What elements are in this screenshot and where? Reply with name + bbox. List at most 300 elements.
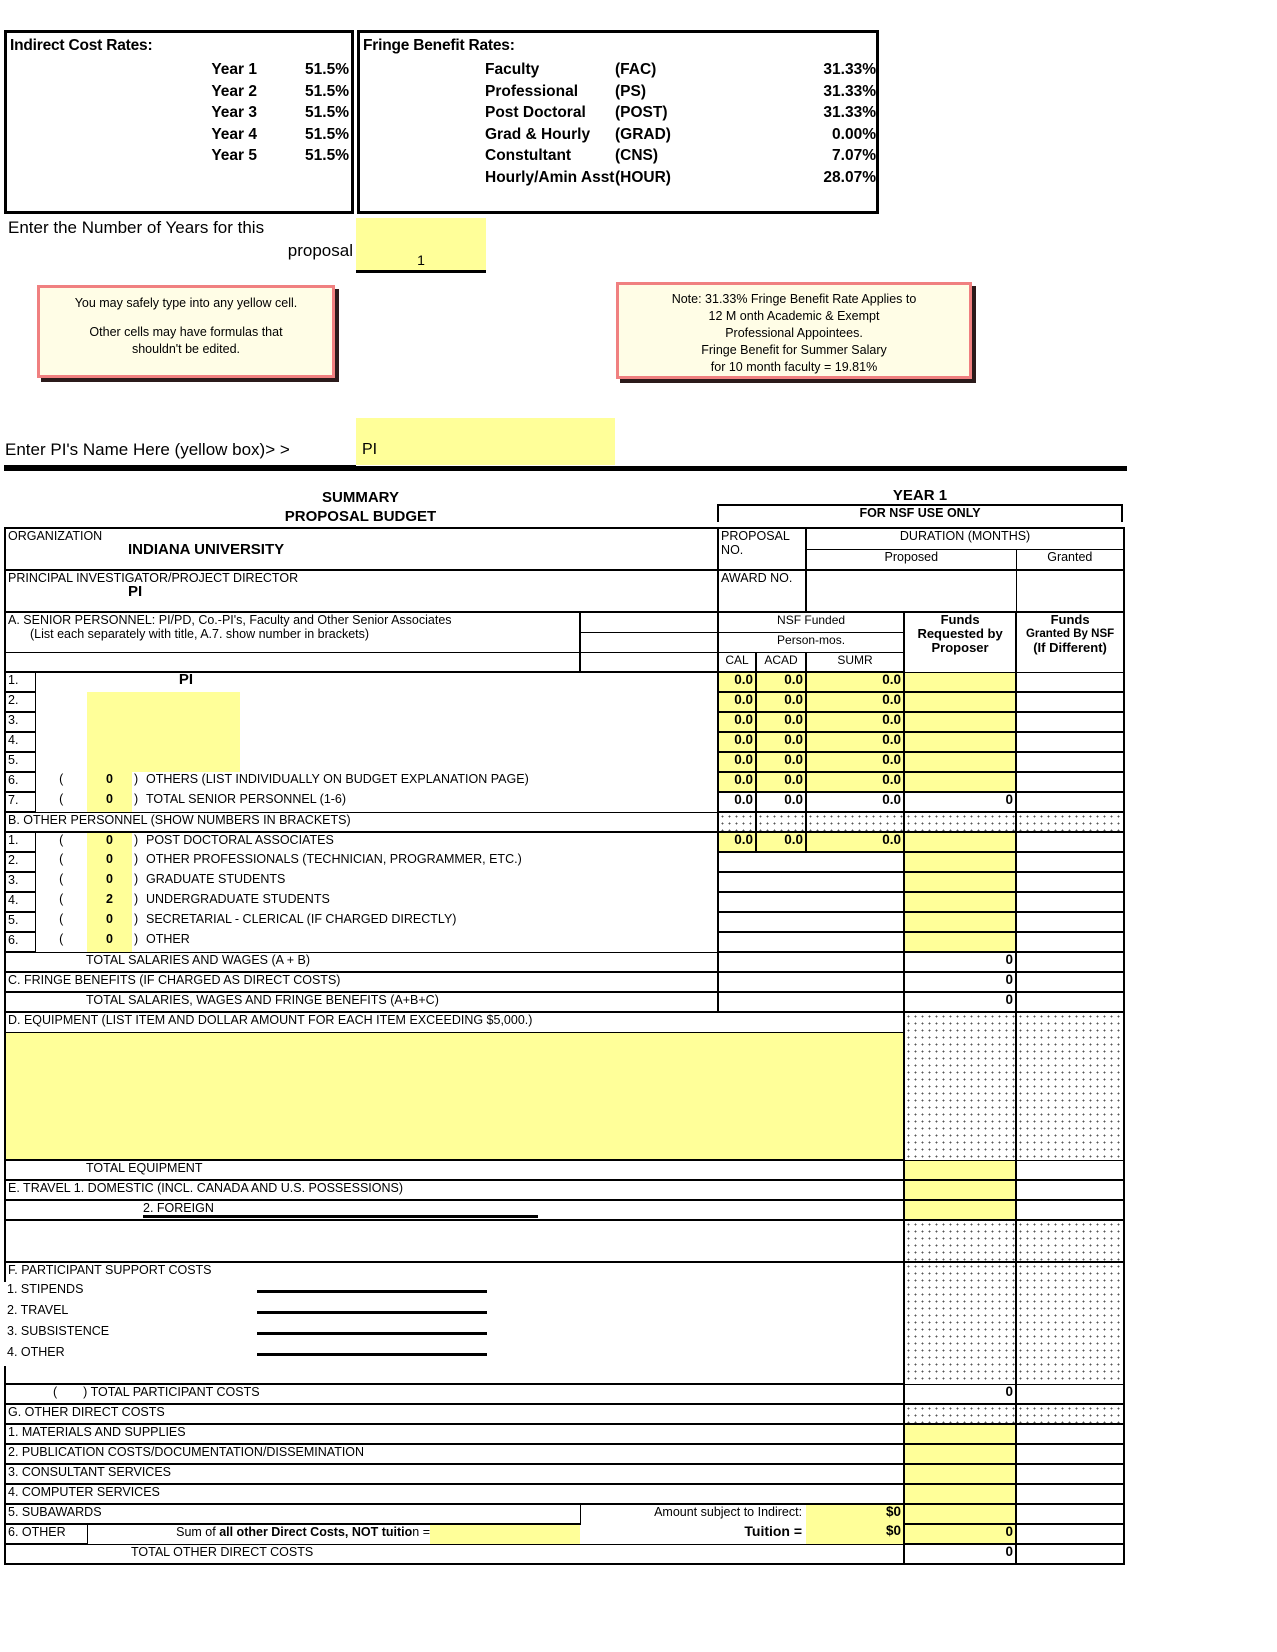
publication-costs-label: 2. PUBLICATION COSTS/DOCUMENTATION/DISSEMINATION (5, 1444, 904, 1464)
consultant-services-label: 3. CONSULTANT SERVICES (5, 1464, 904, 1484)
computer-services-label: 4. COMPUTER SERVICES (5, 1484, 904, 1504)
months-blank (718, 992, 904, 1012)
row-number: 6. (5, 772, 35, 792)
travel-foreign-granted[interactable] (1016, 1200, 1124, 1220)
proposal-no-cell[interactable] (718, 528, 806, 570)
fringe-code: (FAC) (615, 61, 657, 78)
award-no-label: AWARD NO. (721, 571, 793, 585)
senior-personnel-name-pad[interactable] (87, 752, 132, 772)
participant-subsistence-label: 3. SUBSISTENCE (7, 1324, 110, 1338)
budget-table (4, 527, 1125, 1565)
section-g-header-row (5, 1404, 1124, 1424)
other-personnel-row (5, 932, 1124, 952)
senior-personnel-name-rest[interactable] (240, 672, 718, 692)
tuition-label: Tuition = (744, 1523, 803, 1539)
acad-months[interactable]: 0.0 (756, 672, 806, 692)
other-personnel-count[interactable]: 2 (87, 892, 132, 912)
fringe-name: Professional (485, 82, 579, 100)
section-b-label: B. OTHER PERSONNEL (SHOW NUMBERS IN BRACKETS) (5, 812, 718, 832)
fringe-rate: 0.00% (832, 125, 876, 143)
others-count[interactable]: 0 (87, 772, 132, 792)
funds-granted[interactable] (1016, 732, 1124, 752)
participant-travel-label: 2. TRAVEL (7, 1303, 69, 1317)
pi-director-label: PRINCIPAL INVESTIGATOR/PROJECT DIRECTOR (8, 571, 299, 585)
sum-other-direct-input[interactable] (430, 1524, 580, 1544)
cal-months[interactable]: 0.0 (718, 712, 756, 732)
senior-personnel-name-rest[interactable] (240, 692, 718, 712)
pi-director-value: PI (128, 583, 143, 600)
sum-bold: all other Direct Costs, NOT tuitio (219, 1525, 413, 1539)
section-b-dots-funds (904, 812, 1016, 832)
row-number: 1. (5, 832, 35, 852)
sumr-months[interactable]: 0.0 (806, 752, 904, 772)
year-and-nsf-header (717, 487, 1123, 527)
indirect-year-rate: 51.5% (305, 82, 349, 100)
acad-months[interactable]: 0.0 (756, 712, 806, 732)
person-mos-label: Person-mos. (718, 632, 904, 652)
sumr-months[interactable]: 0.0 (806, 712, 904, 732)
acad-months[interactable]: 0.0 (756, 732, 806, 752)
total-salaries-wages-funds: 0 (904, 952, 1016, 972)
number-of-years-label (8, 216, 353, 262)
fringe-code: (POST) (615, 104, 668, 121)
proposal-no-label: PROPOSAL NO. (721, 529, 790, 557)
section-g-dots-granted (1016, 1404, 1124, 1424)
sumr-months[interactable]: 0.0 (806, 832, 904, 852)
other-personnel-count[interactable]: 0 (87, 932, 132, 952)
indirect-year-rate: 51.5% (305, 104, 349, 121)
col-cal-header: CAL (718, 652, 756, 672)
indirect-year-label: Year 5 (211, 147, 257, 164)
duration-header: DURATION (MONTHS) (806, 528, 1124, 549)
row-count (87, 672, 132, 692)
travel-foreign-row (5, 1200, 1124, 1220)
subawards-granted[interactable] (1016, 1504, 1124, 1524)
funds-granted[interactable] (1016, 932, 1124, 952)
senior-personnel-name-rest[interactable] (240, 732, 718, 752)
publication-costs-funds[interactable] (904, 1444, 1016, 1464)
participant-other-input[interactable] (257, 1353, 352, 1356)
total-salaries-fringe-funds: 0 (904, 992, 1016, 1012)
proposal-budget-form (4, 487, 1123, 1565)
total-equipment-row (5, 1160, 1124, 1180)
other-personnel-label: ) POST DOCTORAL ASSOCIATES (134, 833, 334, 847)
funds-granted[interactable] (1016, 772, 1124, 792)
callout-left-line2: Other cells may have formulas that (89, 325, 283, 339)
other-personnel-label: ) GRADUATE STUDENTS (134, 872, 286, 886)
section-b-dots-cal (718, 812, 756, 832)
indirect-year-label: Year 3 (211, 104, 257, 121)
fringe-rate-row (360, 81, 876, 103)
indirect-cost-rates-title: Indirect Cost Rates: (10, 37, 153, 54)
callout-right-line5: for 10 month faculty = 19.81% (710, 360, 878, 374)
materials-supplies-granted[interactable] (1016, 1424, 1124, 1444)
funds-requested[interactable] (904, 752, 1016, 772)
other-personnel-label-text: UNDERGRADUATE STUDENTS (146, 892, 330, 906)
row-number: 1. (5, 672, 35, 692)
funds-requested[interactable] (904, 872, 1016, 892)
form-title-line2: PROPOSAL BUDGET (284, 508, 437, 525)
section-a-line2: (List each separately with title, A.7. show number in brackets) (30, 627, 370, 641)
row-number: 7. (5, 792, 35, 812)
other-personnel-label-text: GRADUATE STUDENTS (146, 872, 286, 886)
indirect-rate-row (7, 59, 351, 81)
callout-left-line1: You may safely type into any yellow cell. (74, 296, 298, 310)
section-g-label: G. OTHER DIRECT COSTS (5, 1404, 904, 1424)
cal-months[interactable]: 0.0 (718, 692, 756, 712)
months-blank (718, 912, 904, 932)
senior-personnel-name[interactable] (132, 712, 240, 732)
months-blank (718, 952, 904, 972)
total-other-direct-costs-row (5, 1544, 1124, 1564)
pi-name-prompt-label: Enter PI's Name Here (yellow box)> > (5, 440, 290, 459)
section-b-dots-granted (1016, 812, 1124, 832)
funds-requested[interactable] (904, 892, 1016, 912)
other-costs-granted[interactable] (1016, 1524, 1124, 1544)
funds-requested[interactable] (904, 672, 1016, 692)
funds-requested[interactable] (904, 732, 1016, 752)
fringe-name: Constultant (485, 147, 572, 164)
form-title-line1: SUMMARY (322, 489, 399, 506)
subawards-funds[interactable] (904, 1504, 1016, 1524)
section-g-dots-funds (904, 1404, 1016, 1424)
row-number: 5. (5, 912, 35, 932)
participant-stipends-label: 1. STIPENDS (7, 1282, 84, 1296)
total-other-direct-granted[interactable] (1016, 1544, 1124, 1564)
person-mos-blank (580, 632, 718, 652)
participant-other-label: 4. OTHER (7, 1345, 65, 1359)
funds-requested[interactable] (904, 832, 1016, 852)
indirect-rate-row (7, 124, 351, 146)
callout-left-line3: shouldn't be edited. (131, 342, 241, 356)
subawards-label: 5. SUBAWARDS (5, 1504, 580, 1524)
indirect-rate-row (7, 81, 351, 103)
funds-granted[interactable] (1016, 912, 1124, 932)
acad-months-total: 0.0 (756, 792, 806, 812)
sumr-months[interactable]: 0.0 (806, 772, 904, 792)
travel-foreign-label-cell (5, 1200, 904, 1220)
form-title-row (4, 487, 1123, 527)
total-participant-costs-row (5, 1384, 1124, 1404)
row-number: 5. (5, 752, 35, 772)
sum-suffix: n = (412, 1525, 430, 1539)
sumr-months[interactable]: 0.0 (806, 732, 904, 752)
computer-services-granted[interactable] (1016, 1484, 1124, 1504)
cal-months[interactable]: 0.0 (718, 772, 756, 792)
funds-granted[interactable] (1016, 832, 1124, 852)
participant-subsistence-input[interactable] (257, 1332, 352, 1335)
participant-stipends-input[interactable] (257, 1290, 352, 1293)
other-personnel-row (5, 892, 1124, 912)
indirect-year-rate: 51.5% (305, 125, 349, 143)
section-a-title (5, 612, 580, 652)
months-blank (718, 932, 904, 952)
participant-stipends-underline (352, 1290, 487, 1293)
duration-proposed-value[interactable] (806, 570, 1016, 612)
other-personnel-row (5, 832, 1124, 852)
months-blank (718, 852, 904, 872)
funds-granted[interactable] (1016, 892, 1124, 912)
other-direct-cost-row (5, 1444, 1124, 1464)
row-paren-left: ( (59, 892, 64, 906)
fringe-benefits-granted[interactable] (1016, 972, 1124, 992)
others-label: ) OTHERS (LIST INDIVIDUALLY ON BUDGET EXPLANATION PAGE) (134, 772, 529, 786)
participant-travel-input[interactable] (257, 1311, 352, 1314)
cal-months[interactable]: 0.0 (718, 752, 756, 772)
funds-granted[interactable] (1016, 712, 1124, 732)
total-salaries-wages-label: TOTAL SALARIES AND WAGES (A + B) (5, 952, 718, 972)
acad-months[interactable]: 0.0 (756, 692, 806, 712)
organization-cell (5, 528, 718, 570)
pi-name-value: PI (362, 441, 378, 458)
month-headers-blank2 (580, 652, 718, 672)
total-salaries-fringe-label: TOTAL SALARIES, WAGES AND FRINGE BENEFITS (A+B+C) (5, 992, 718, 1012)
fringe-name: Hourly/Amin Asst (485, 168, 615, 186)
funds-requested-line1: Funds (940, 612, 980, 627)
other-personnel-label: ) UNDERGRADUATE STUDENTS (134, 892, 330, 906)
fringe-rate: 28.07% (823, 168, 876, 186)
pi-name-input[interactable] (356, 418, 615, 465)
other-personnel-label: ) SECRETARIAL - CLERICAL (IF CHARGED DIRECTLY) (134, 912, 457, 926)
section-d-label: D. EQUIPMENT (LIST ITEM AND DOLLAR AMOUNT FOR EACH ITEM EXCEEDING $5,000.) (5, 1012, 904, 1032)
travel-domestic-funds[interactable] (904, 1180, 1016, 1200)
total-equipment-granted[interactable] (1016, 1160, 1124, 1180)
funds-granted[interactable] (1016, 852, 1124, 872)
number-of-years-input[interactable]: 1 (356, 218, 486, 273)
section-divider (4, 466, 1127, 471)
callout-right-line1: Note: 31.33% Fringe Benefit Rate Applies to (671, 292, 917, 306)
cal-months[interactable]: 0.0 (718, 832, 756, 852)
senior-personnel-name-pad[interactable] (87, 732, 132, 752)
row-paren-left: ( (59, 912, 64, 926)
funds-granted[interactable] (1016, 752, 1124, 772)
indirect-year-rate: 51.5% (305, 61, 349, 78)
funds-granted[interactable] (1016, 692, 1124, 712)
funds-requested[interactable] (904, 692, 1016, 712)
section-f-label: F. PARTICIPANT SUPPORT COSTS (5, 1262, 904, 1282)
indirect-year-label: Year 4 (211, 125, 257, 143)
fringe-benefits-funds: 0 (904, 972, 1016, 992)
total-participant-funds: 0 (904, 1384, 1016, 1404)
fringe-code: (CNS) (615, 147, 659, 164)
senior-personnel-name[interactable]: PI (178, 671, 194, 688)
number-of-years-label-line2: proposal (287, 241, 353, 260)
senior-personnel-name[interactable] (132, 752, 240, 772)
duration-granted-value[interactable] (1016, 570, 1124, 612)
senior-personnel-name[interactable] (132, 692, 240, 712)
callout-right-line4: Fringe Benefit for Summer Salary (701, 343, 887, 357)
funds-granted[interactable] (1016, 872, 1124, 892)
organization-row (5, 528, 1124, 549)
travel-spacer-row (5, 1220, 1124, 1262)
cal-months[interactable]: 0.0 (718, 672, 756, 692)
funds-requested[interactable] (904, 852, 1016, 872)
months-blank (718, 872, 904, 892)
sumr-months[interactable]: 0.0 (806, 692, 904, 712)
total-participant-granted[interactable] (1016, 1384, 1124, 1404)
acad-months[interactable]: 0.0 (756, 772, 806, 792)
funds-granted-total[interactable] (1016, 792, 1124, 812)
travel-foreign-funds[interactable] (904, 1200, 1016, 1220)
subawards-row (5, 1504, 1124, 1524)
travel-spacer (5, 1220, 904, 1262)
row-number: 4. (5, 892, 35, 912)
row-paren-left (35, 752, 87, 772)
other-personnel-row (5, 872, 1124, 892)
senior-personnel-name[interactable] (132, 732, 240, 752)
total-salaries-wages-granted[interactable] (1016, 952, 1124, 972)
acad-months[interactable]: 0.0 (756, 752, 806, 772)
senior-personnel-name-rest[interactable] (240, 712, 718, 732)
consultant-services-funds[interactable] (904, 1464, 1016, 1484)
other-direct-cost-row (5, 1464, 1124, 1484)
row-paren-left (35, 672, 87, 692)
publication-costs-granted[interactable] (1016, 1444, 1124, 1464)
senior-personnel-row (5, 732, 1124, 752)
sumr-months-total: 0.0 (806, 792, 904, 812)
fringe-rate: 7.07% (832, 147, 876, 164)
senior-personnel-name-pad[interactable] (87, 692, 132, 712)
fringe-name: Post Doctoral (485, 104, 586, 121)
row-paren-left: ( (59, 872, 64, 886)
nsf-use-only-label: FOR NSF USE ONLY (717, 504, 1123, 522)
other-personnel-count[interactable]: 0 (87, 912, 132, 932)
funds-requested-header (904, 612, 1016, 672)
pi-cell (5, 570, 718, 612)
total-salaries-fringe-granted[interactable] (1016, 992, 1124, 1012)
senior-personnel-row (5, 712, 1124, 732)
fringe-benefit-rates-box (357, 30, 879, 214)
organization-label: ORGANIZATION (8, 529, 103, 543)
row-paren-left (35, 712, 87, 732)
year-label: YEAR 1 (892, 487, 948, 504)
other-personnel-count[interactable]: 0 (87, 832, 132, 852)
indirect-year-rate: 51.5% (305, 147, 349, 164)
cal-months-total: 0.0 (718, 792, 756, 812)
total-other-direct-funds: 0 (904, 1544, 1016, 1564)
senior-others-row (5, 772, 1124, 792)
indirect-year-label: Year 2 (211, 82, 257, 100)
total-equipment-label: TOTAL EQUIPMENT (5, 1160, 904, 1180)
fringe-rate-row (360, 124, 876, 146)
funds-requested[interactable] (904, 932, 1016, 952)
other-personnel-label-text: POST DOCTORAL ASSOCIATES (146, 833, 334, 847)
consultant-services-granted[interactable] (1016, 1464, 1124, 1484)
funds-requested[interactable] (904, 912, 1016, 932)
sumr-months[interactable]: 0.0 (806, 672, 904, 692)
callout-right-line2: 12 M onth Academic & Exempt (708, 309, 880, 323)
other-costs-label: 6. OTHER (5, 1524, 87, 1544)
duration-granted-label: Granted (1016, 549, 1124, 570)
travel-foreign-label: 2. FOREIGN (143, 1201, 538, 1218)
row-number: 3. (5, 872, 35, 892)
award-no-cell[interactable] (718, 570, 806, 612)
month-headers-blank (5, 652, 580, 672)
travel-domestic-label: E. TRAVEL 1. DOMESTIC (INCL. CANADA AND U.S. POSSESSIONS) (5, 1180, 904, 1200)
organization-value: INDIANA UNIVERSITY (128, 541, 285, 558)
total-salaries-fringe-row (5, 992, 1124, 1012)
senior-personnel-name-pad[interactable] (87, 712, 132, 732)
indirect-year-label: Year 1 (211, 61, 257, 78)
acad-months[interactable]: 0.0 (756, 832, 806, 852)
travel-domestic-granted[interactable] (1016, 1180, 1124, 1200)
other-personnel-count[interactable]: 0 (87, 872, 132, 892)
yellow-cell-help-callout (37, 285, 335, 378)
total-participant-costs-cell (5, 1384, 904, 1404)
total-equipment-funds[interactable] (904, 1160, 1016, 1180)
funds-requested-total: 0 (904, 792, 1016, 812)
other-costs-row (5, 1524, 1124, 1544)
participant-travel-cell (5, 1303, 904, 1324)
section-d-header-row (5, 1012, 1124, 1032)
total-senior-label-text: TOTAL SENIOR PERSONNEL (1-6) (146, 792, 347, 806)
senior-personnel-name-rest[interactable] (240, 752, 718, 772)
tuition-value[interactable]: $0 (806, 1524, 904, 1544)
travel-spacer-dots-funds (904, 1220, 1016, 1262)
total-participant-label: ) TOTAL PARTICIPANT COSTS (83, 1385, 260, 1399)
fringe-benefits-label: C. FRINGE BENEFITS (IF CHARGED AS DIRECT COSTS) (5, 972, 718, 992)
total-senior-count[interactable]: 0 (87, 792, 132, 812)
funds-requested[interactable] (904, 772, 1016, 792)
materials-supplies-funds[interactable] (904, 1424, 1016, 1444)
section-f-header-row (5, 1262, 1124, 1282)
col-acad-header: ACAD (756, 652, 806, 672)
section-a-header-row (5, 612, 1124, 632)
section-b-header-row (5, 812, 1124, 832)
total-participant-paren: ( (53, 1385, 58, 1399)
callout-right-line3: Professional Appointees. (725, 326, 863, 340)
cal-months[interactable]: 0.0 (718, 732, 756, 752)
indirect-rate-row (7, 145, 351, 167)
other-personnel-row (5, 852, 1124, 872)
participant-subsistence-underline (352, 1332, 487, 1335)
computer-services-funds[interactable] (904, 1484, 1016, 1504)
senior-personnel-row (5, 752, 1124, 772)
col-sumr-header: SUMR (806, 652, 904, 672)
months-blank (718, 892, 904, 912)
row-number: 3. (5, 712, 35, 732)
equipment-entry-area[interactable] (5, 1032, 904, 1160)
fringe-rate: 31.33% (823, 82, 876, 100)
funds-granted[interactable] (1016, 672, 1124, 692)
funds-requested-line2: Requested by (917, 626, 1003, 641)
row-paren-left: ( (59, 792, 64, 806)
section-d-dots-funds (904, 1012, 1016, 1160)
fringe-rate: 31.33% (823, 61, 876, 78)
rate-boxes-container (4, 30, 879, 214)
materials-supplies-label: 1. MATERIALS AND SUPPLIES (5, 1424, 904, 1444)
fringe-rate-note-callout (616, 282, 972, 379)
funds-granted-line1: Funds (1050, 612, 1090, 627)
fringe-benefit-rates-title: Fringe Benefit Rates: (363, 37, 515, 54)
row-number: 2. (5, 852, 35, 872)
other-personnel-label: ) OTHER (134, 932, 190, 946)
fringe-rate-row (360, 145, 876, 167)
other-personnel-label: ) OTHER PROFESSIONALS (TECHNICIAN, PROGRAMMER, ETC.) (134, 852, 522, 866)
funds-requested[interactable] (904, 712, 1016, 732)
section-f-dots-funds (904, 1262, 1016, 1384)
other-direct-cost-row (5, 1424, 1124, 1444)
fringe-code: (HOUR) (615, 168, 671, 186)
subawards-indirect-value[interactable]: $0 (806, 1504, 904, 1524)
other-personnel-count[interactable]: 0 (87, 852, 132, 872)
other-costs-funds: 0 (904, 1524, 1016, 1544)
fringe-rate-row (360, 59, 876, 81)
senior-total-row (5, 792, 1124, 812)
other-personnel-row (5, 912, 1124, 932)
indirect-cost-rates-box (4, 30, 354, 214)
row-paren-left (35, 692, 87, 712)
